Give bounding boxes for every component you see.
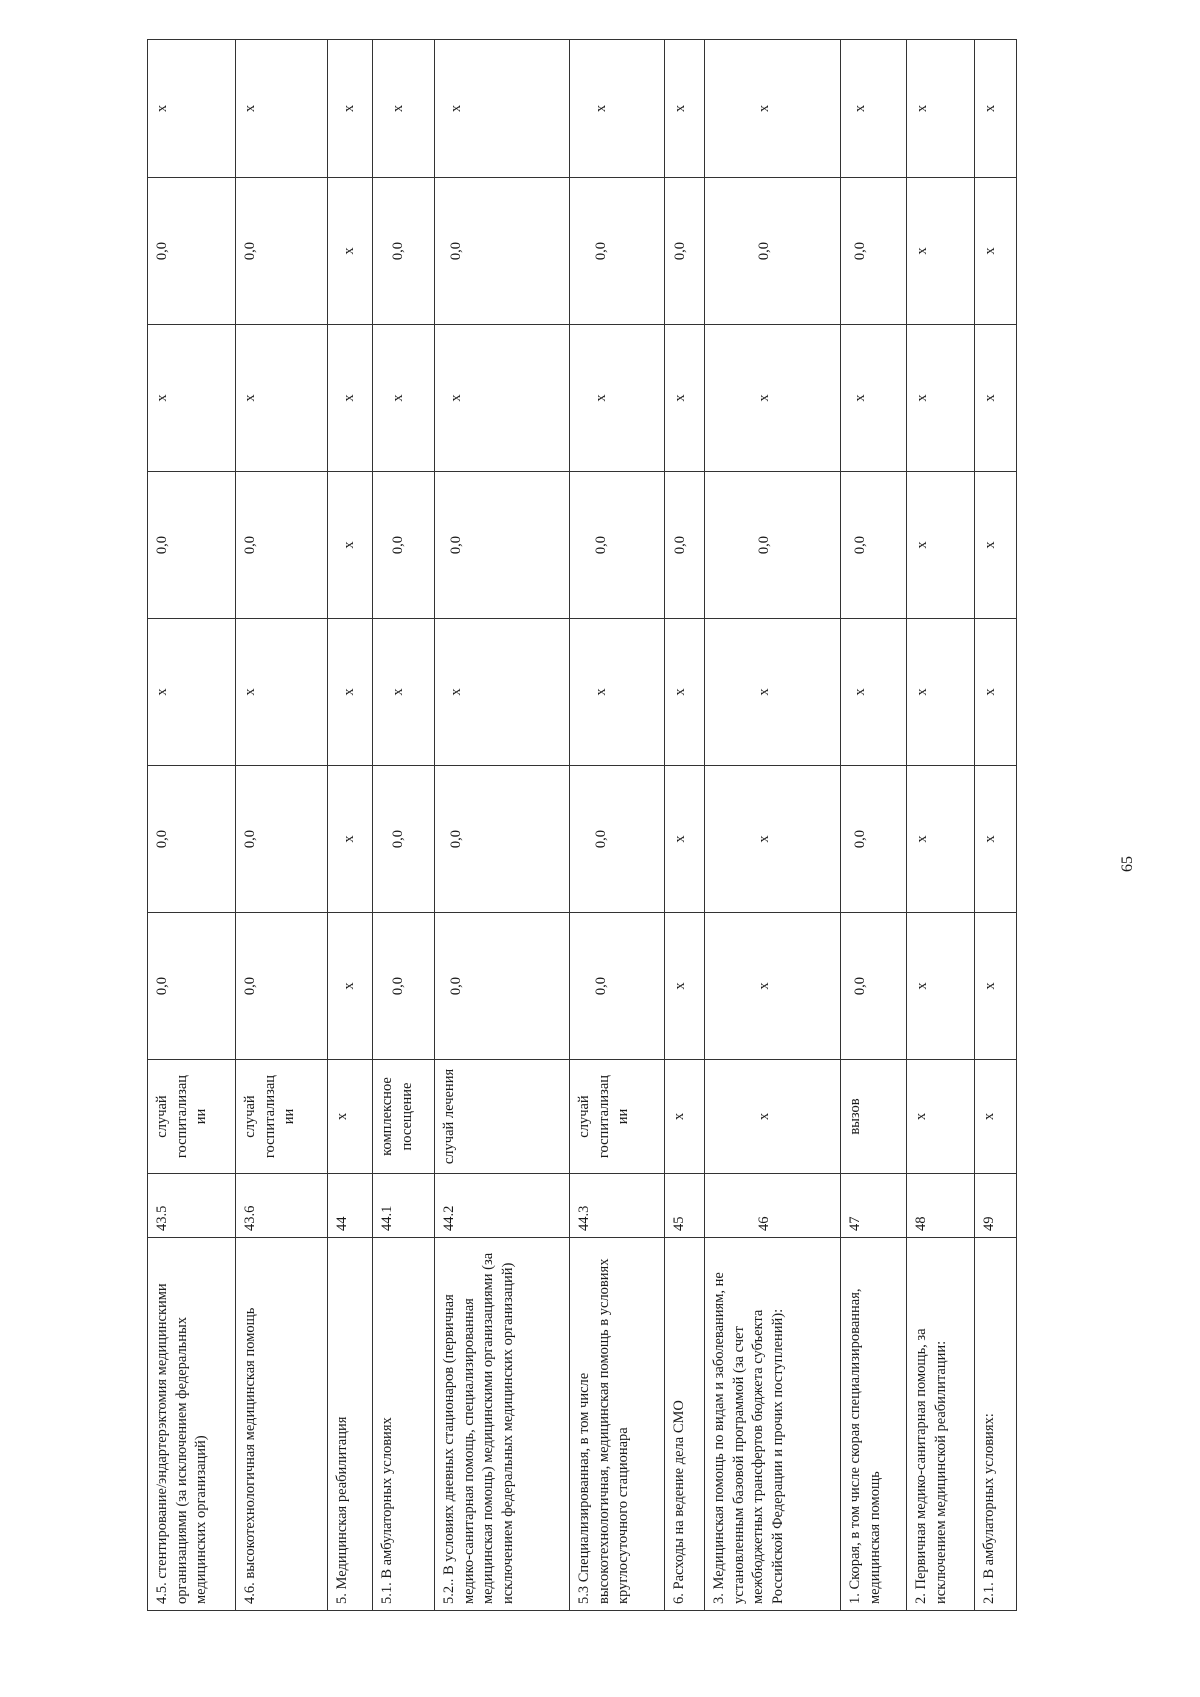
row-value: х bbox=[705, 40, 841, 178]
row-number: 44.2 bbox=[435, 1174, 570, 1238]
table-row bbox=[373, 40, 435, 1611]
row-value: х bbox=[907, 325, 975, 472]
row-value: х bbox=[148, 40, 236, 178]
row-value: х bbox=[665, 40, 705, 178]
row-value: 0,0 bbox=[705, 472, 841, 619]
table-row bbox=[975, 40, 1017, 1611]
row-unit: х bbox=[705, 1060, 841, 1174]
row-unit: случай госпитализац ии bbox=[236, 1060, 328, 1174]
row-number: 45 bbox=[665, 1174, 705, 1238]
row-value: х bbox=[665, 766, 705, 913]
row-value: 0,0 bbox=[570, 472, 665, 619]
row-unit: случай госпитализац ии bbox=[570, 1060, 665, 1174]
row-name: 2. Первичная медико-санитарная помощь, за исключением медицинской реабилитации: bbox=[907, 1238, 975, 1611]
row-value: х bbox=[907, 178, 975, 325]
row-value: 0,0 bbox=[435, 178, 570, 325]
row-value: х bbox=[435, 325, 570, 472]
row-value: х bbox=[328, 913, 373, 1060]
table-row bbox=[841, 40, 907, 1611]
row-name: 5. Медицинская реабилитация bbox=[328, 1238, 373, 1611]
row-value: 0,0 bbox=[665, 178, 705, 325]
row-value: 0,0 bbox=[435, 472, 570, 619]
row-value: 0,0 bbox=[665, 472, 705, 619]
row-value: 0,0 bbox=[841, 913, 907, 1060]
row-unit: х bbox=[665, 1060, 705, 1174]
row-value: 0,0 bbox=[148, 766, 236, 913]
row-number: 43.5 bbox=[148, 1174, 236, 1238]
row-value: 0,0 bbox=[236, 913, 328, 1060]
row-value: х bbox=[435, 40, 570, 178]
row-value: х bbox=[570, 40, 665, 178]
row-value: 0,0 bbox=[841, 178, 907, 325]
row-unit: комплексное посещение bbox=[373, 1060, 435, 1174]
row-value: 0,0 bbox=[570, 178, 665, 325]
table-row bbox=[705, 40, 841, 1611]
row-number: 44 bbox=[328, 1174, 373, 1238]
row-unit: вызов bbox=[841, 1060, 907, 1174]
row-unit: х bbox=[907, 1060, 975, 1174]
row-value: х bbox=[148, 619, 236, 766]
row-name: 4.6. высокотехнологичная медицинская помощь bbox=[236, 1238, 328, 1611]
row-value: 0,0 bbox=[236, 766, 328, 913]
row-value: х bbox=[373, 619, 435, 766]
row-value: х bbox=[328, 178, 373, 325]
row-unit: х bbox=[328, 1060, 373, 1174]
row-number: 46 bbox=[705, 1174, 841, 1238]
row-value: х bbox=[665, 325, 705, 472]
row-value: х bbox=[435, 619, 570, 766]
table-row bbox=[570, 40, 665, 1611]
row-value: х bbox=[665, 913, 705, 1060]
row-name: 2.1. В амбулаторных условиях: bbox=[975, 1238, 1017, 1611]
table-row bbox=[328, 40, 373, 1611]
row-value: х bbox=[570, 325, 665, 472]
rotated-table-container bbox=[147, 40, 1093, 1611]
row-unit: случай лечения bbox=[435, 1060, 570, 1174]
row-value: х bbox=[907, 766, 975, 913]
row-value: х bbox=[705, 913, 841, 1060]
row-value: 0,0 bbox=[148, 913, 236, 1060]
row-value: х bbox=[907, 913, 975, 1060]
row-value: 0,0 bbox=[236, 472, 328, 619]
row-number: 43.6 bbox=[236, 1174, 328, 1238]
row-value: х bbox=[907, 40, 975, 178]
table-row bbox=[236, 40, 328, 1611]
table-row bbox=[148, 40, 236, 1611]
row-number: 49 bbox=[975, 1174, 1017, 1238]
row-name: 6. Расходы на ведение дела СМО bbox=[665, 1238, 705, 1611]
row-value: х bbox=[705, 325, 841, 472]
row-unit: х bbox=[975, 1060, 1017, 1174]
table-row bbox=[435, 40, 570, 1611]
table-row bbox=[907, 40, 975, 1611]
row-value: 0,0 bbox=[841, 766, 907, 913]
row-value: 0,0 bbox=[373, 766, 435, 913]
row-value: х bbox=[975, 913, 1017, 1060]
row-value: 0,0 bbox=[373, 178, 435, 325]
row-value: х bbox=[705, 619, 841, 766]
row-value: 0,0 bbox=[148, 472, 236, 619]
row-name: 3. Медицинская помощь по видам и заболеваниям, не установленным базовой программой (за счет межбюджетных трансфертов бюджета субъекта Российской Федерации и прочих поступлений): bbox=[705, 1238, 841, 1611]
row-value: х bbox=[975, 472, 1017, 619]
row-value: 0,0 bbox=[373, 472, 435, 619]
row-value: 0,0 bbox=[435, 913, 570, 1060]
row-value: х bbox=[236, 619, 328, 766]
row-number: 44.1 bbox=[373, 1174, 435, 1238]
row-name: 4.5. стентирование/эндартерэктомия медицинскими организациями (за исключением федеральных медицинских организаций) bbox=[148, 1238, 236, 1611]
row-number: 44.3 bbox=[570, 1174, 665, 1238]
row-name: 1. Скорая, в том числе скорая специализированная, медицинская помощь bbox=[841, 1238, 907, 1611]
row-name: 5.3 Специализированная, в том числе высокотехнологичная, медицинская помощь в условиях круглосуточного стационара bbox=[570, 1238, 665, 1611]
row-value: 0,0 bbox=[148, 178, 236, 325]
row-value: х bbox=[665, 619, 705, 766]
row-value: х bbox=[328, 40, 373, 178]
row-value: х bbox=[373, 325, 435, 472]
row-value: х bbox=[975, 619, 1017, 766]
row-value: 0,0 bbox=[373, 913, 435, 1060]
row-value: х bbox=[328, 325, 373, 472]
row-value: х bbox=[328, 472, 373, 619]
row-value: х bbox=[236, 40, 328, 178]
row-value: х bbox=[975, 325, 1017, 472]
row-unit: случай госпитализац ии bbox=[148, 1060, 236, 1174]
row-value: х bbox=[975, 178, 1017, 325]
page-number: 65 bbox=[1119, 856, 1136, 872]
row-value: х bbox=[841, 619, 907, 766]
row-value: 0,0 bbox=[570, 766, 665, 913]
row-value: х bbox=[570, 619, 665, 766]
row-name: 5.1. В амбулаторных условиях bbox=[373, 1238, 435, 1611]
row-value: 0,0 bbox=[435, 766, 570, 913]
row-value: 0,0 bbox=[841, 472, 907, 619]
row-value: х bbox=[975, 766, 1017, 913]
row-value: 0,0 bbox=[570, 913, 665, 1060]
row-value: х bbox=[841, 40, 907, 178]
row-value: 0,0 bbox=[236, 178, 328, 325]
row-value: х bbox=[328, 619, 373, 766]
row-value: х bbox=[907, 619, 975, 766]
row-value: х bbox=[975, 40, 1017, 178]
row-value: х bbox=[907, 472, 975, 619]
row-value: х bbox=[705, 766, 841, 913]
row-name: 5.2.. В условиях дневных стационаров (первичная медико-санитарная помощь, специализированная медицинская помощь) медицинскими организациями (за исключением федеральных медицинских организаций) bbox=[435, 1238, 570, 1611]
row-value: х bbox=[373, 40, 435, 178]
table-row bbox=[665, 40, 705, 1611]
row-number: 48 bbox=[907, 1174, 975, 1238]
row-value: 0,0 bbox=[705, 178, 841, 325]
row-value: х bbox=[236, 325, 328, 472]
row-value: х bbox=[328, 766, 373, 913]
row-value: х bbox=[148, 325, 236, 472]
row-number: 47 bbox=[841, 1174, 907, 1238]
financing-table bbox=[147, 39, 1017, 1611]
row-value: х bbox=[841, 325, 907, 472]
